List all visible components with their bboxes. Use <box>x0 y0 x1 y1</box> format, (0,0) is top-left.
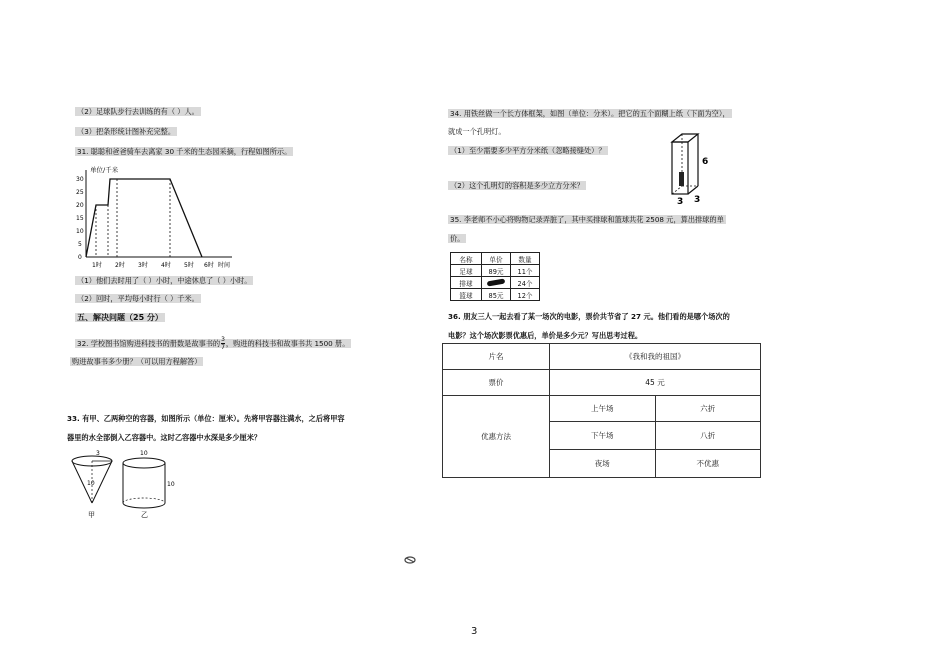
y-tick: 15 <box>76 215 84 222</box>
chart-guide-lines <box>96 179 170 257</box>
table-cell: 夜场 <box>550 450 656 478</box>
ink-smudge-cell <box>482 277 511 289</box>
y-tick: 25 <box>76 189 84 196</box>
q31-intro: 31. 聪聪和爸爸骑车去离家 30 千米的生态园采摘，行程如图所示。 <box>77 147 292 156</box>
table-cell: 89元 <box>482 265 511 277</box>
q31-part1: （1）他们去时用了（ ）小时，中途休息了（ ）小时。 <box>77 276 252 285</box>
x-tick: 4时 <box>161 262 171 269</box>
x-tick: 5时 <box>184 262 194 269</box>
q34-part2: （2）这个孔明灯的容积是多少立方分米？ <box>450 181 584 190</box>
table-row <box>443 344 761 370</box>
table-row <box>451 289 540 301</box>
q30-part3: （3）把条形统计图补充完整。 <box>77 127 176 136</box>
table-cell: 片名 <box>443 344 550 370</box>
q34-line1: 34. 用铁丝做一个长方体框架，如图（单位：分米）。把它的五个面糊上纸（下面为空）， <box>450 109 730 118</box>
table-cell: 上午场 <box>550 396 656 422</box>
page-number: 3 <box>471 626 478 637</box>
box-width-label: 3 <box>677 197 684 206</box>
ink-smudge <box>487 278 506 286</box>
cylinder-container-figure <box>118 447 180 519</box>
table-cell: 《我和我的祖国》 <box>550 344 761 370</box>
table-header-row <box>451 253 540 265</box>
table-cell: 下午场 <box>550 422 656 450</box>
cylinder-name-label: 乙 <box>141 511 148 519</box>
x-tick: 1时 <box>92 262 102 269</box>
q36-line1: 36. 朋友三人一起去看了某一场次的电影，票价共节省了 27 元。他们看的是哪个场次的 <box>448 312 730 321</box>
q30-part2: （2）足球队步行去训练的有（ ）人。 <box>77 107 199 116</box>
table-row <box>451 265 540 277</box>
cone-radius-label: 3 <box>96 450 100 457</box>
table-cell: 45 元 <box>550 370 761 396</box>
candle-icon <box>679 172 684 186</box>
x-tick: 6时 <box>204 262 214 269</box>
table-cell: 票价 <box>443 370 550 396</box>
cone-name-label: 甲 <box>88 511 95 519</box>
table-row <box>443 396 761 422</box>
chart-x-ticks <box>92 261 230 269</box>
shopping-record-table <box>450 252 540 301</box>
section-five-heading: 五、解决问题（25 分） <box>77 313 163 322</box>
cone-container-figure <box>68 447 118 519</box>
header-cell: 单价 <box>482 253 511 265</box>
cylinder-height-label: 10 <box>167 481 175 488</box>
table-cell: 85元 <box>482 289 511 301</box>
table-cell: 11个 <box>511 265 540 277</box>
table-row <box>443 370 761 396</box>
q36-line2: 电影？这个场次影票优惠后，单价是多少元？写出思考过程。 <box>448 331 643 340</box>
q35-line1: 35. 李老师不小心将购物记录弄脏了，其中买排球和篮球共花 2508 元，算出排球的单 <box>450 215 724 224</box>
table-cell: 优惠方法 <box>443 396 550 478</box>
table-row <box>451 277 540 289</box>
x-tick: 2时 <box>115 262 125 269</box>
q32-fraction: $\frac{3}{7}$ <box>221 336 225 351</box>
q31-part2: （2）回时，平均每小时行（ ）千米。 <box>77 294 199 303</box>
table-cell: 排球 <box>451 277 482 289</box>
chart-y-ticks <box>76 176 84 261</box>
table-cell: 六折 <box>655 396 761 422</box>
y-tick: 30 <box>76 176 84 183</box>
y-tick: 5 <box>78 241 82 248</box>
movie-ticket-table <box>442 343 761 478</box>
table-cell: 八折 <box>655 422 761 450</box>
q33-line2: 器里的水全部倒入乙容器中。这时乙容器中水深是多少厘米？ <box>67 433 262 442</box>
table-cell: 篮球 <box>451 289 482 301</box>
chart-y-unit: 单位/千米 <box>90 166 119 174</box>
box-depth-label: 3 <box>694 195 701 205</box>
q31-distance-time-chart <box>72 160 247 272</box>
q32-line1: 32. 学校图书馆购进科技书的册数是故事书的 $\frac{3}{7}$ ，购进的科技书和故事书共 1500 册。 <box>77 336 350 351</box>
box-height-label: 6 <box>702 157 709 167</box>
y-tick: 10 <box>76 228 84 235</box>
x-axis-label: 时间 <box>218 262 231 269</box>
header-cell: 名称 <box>451 253 482 265</box>
x-tick: 3时 <box>138 262 148 269</box>
y-tick: 0 <box>78 254 82 261</box>
table-cell: 24个 <box>511 277 540 289</box>
scan-smudge-icon <box>403 555 417 565</box>
table-cell: 足球 <box>451 265 482 277</box>
q34-line2: 就成一个孔明灯。 <box>448 127 506 136</box>
q34-part1: （1）至少需要多少平方分米纸（忽略接缝处）？ <box>450 146 606 155</box>
cylinder-diameter-label: 10 <box>140 450 148 457</box>
cone-height-label: 10 <box>87 480 95 487</box>
chart-trip-line <box>86 179 202 257</box>
cuboid-lantern-figure <box>664 128 724 206</box>
header-cell: 数量 <box>511 253 540 265</box>
q35-line2: 价。 <box>450 234 465 243</box>
y-tick: 20 <box>76 202 84 209</box>
q32-line2: 购进故事书多少册？（可以用方程解答） <box>72 357 202 366</box>
table-cell: 不优惠 <box>655 450 761 478</box>
table-cell: 12个 <box>511 289 540 301</box>
q33-line1: 33. 有甲、乙两种空的容器，如图所示（单位：厘米）。先将甲容器注满水，之后将甲容 <box>67 414 345 423</box>
